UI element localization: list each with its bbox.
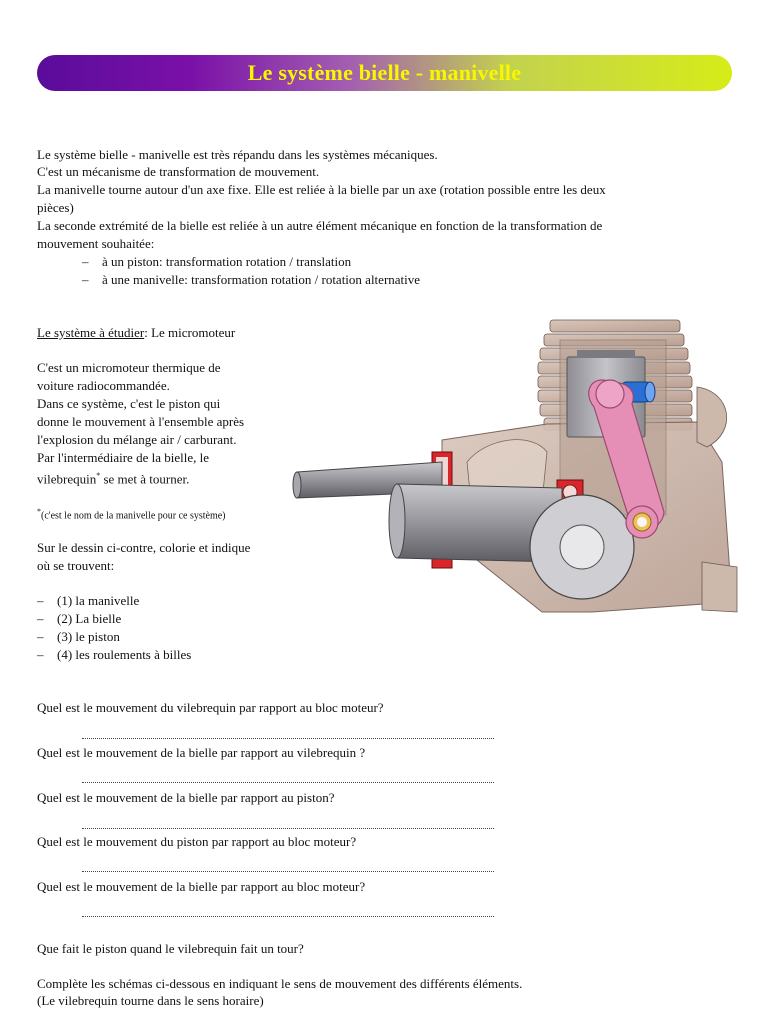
study-line: Par l'intermédiaire de la bielle, le [37,450,209,465]
final-question: Que fait le piston quand le vilebrequin fait un tour? [37,941,304,956]
study-line: l'explosion du mélange air / carburant. [37,432,237,447]
study-line: Dans ce système, c'est le piston qui [37,396,221,411]
question: Quel est le mouvement de la bielle par rapport au vilebrequin ? [37,745,366,760]
intro-line: Le système bielle - manivelle est très répandu dans les systèmes mécaniques. [37,147,438,162]
vilebrequin-rest: se met à tourner. [100,471,190,487]
bullet-dash: – [82,254,89,269]
answer-line[interactable] [82,828,494,829]
question: Quel est le mouvement de la bielle par rapport au bloc moteur? [37,879,366,894]
intro-bullet [82,271,420,289]
bullet-text: à un piston: transformation rotation / translation [102,254,352,269]
bullet-dash: – [82,272,89,287]
list-dash: – [37,629,44,644]
title-banner [37,55,732,91]
list-dash: – [37,647,44,662]
engine-cutaway-illustration [292,312,742,642]
question: Quel est le mouvement du piston par rapport au bloc moteur? [37,834,357,849]
study-heading-underlined: Le système à étudier [37,325,145,340]
study-line: voiture radiocommandée. [37,378,170,393]
footnote-text: (c'est le nom de la manivelle pour ce système) [41,510,226,522]
instruction-line: Sur le dessin ci-contre, colorie et indique [37,540,251,555]
intro-line: mouvement souhaitée: [37,236,155,251]
final-instruction-line: Complète les schémas ci-dessous en indiquant le sens de mouvement des différents éléments. [37,976,523,991]
footnote-mark: * [37,507,41,516]
list-text: (3) le piston [57,629,120,644]
intro-bullet [82,253,351,271]
parts-list-item [37,646,191,664]
answer-line[interactable] [82,782,494,783]
parts-list-item [37,610,121,628]
parts-list-item [37,628,120,646]
vilebrequin-word: vilebrequin [37,471,97,487]
intro-line: C'est un mécanisme de transformation de mouvement. [37,164,320,179]
study-line-vilebrequin [37,467,189,488]
list-dash: – [37,593,44,608]
bullet-text: à une manivelle: transformation rotation / rotation alternative [102,272,421,287]
instruction-line: où se trouvent: [37,558,115,573]
final-instruction-line: (Le vilebrequin tourne dans le sens horaire) [37,993,264,1008]
study-line: C'est un micromoteur thermique de [37,360,221,375]
answer-line[interactable] [82,871,494,872]
study-heading [37,324,235,342]
footnote-mark: * [96,471,101,480]
intro-line: pièces) [37,200,74,215]
study-heading-rest: : Le micromoteur [144,325,236,340]
question: Quel est le mouvement de la bielle par rapport au piston? [37,790,335,805]
study-line: donne le mouvement à l'ensemble après [37,414,245,429]
intro-line: La manivelle tourne autour d'un axe fixe. Elle est reliée à la bielle par un axe (rotation possible entre les deux [37,182,606,197]
page-title: Le système bielle - manivelle [247,60,522,85]
parts-list-item [37,592,139,610]
list-text: (1) la manivelle [57,593,140,608]
list-dash: – [37,611,44,626]
footnote [37,503,226,525]
list-text: (4) les roulements à billes [57,647,192,662]
answer-line[interactable] [82,738,494,739]
list-text: (2) La bielle [57,611,122,626]
question: Quel est le mouvement du vilebrequin par rapport au bloc moteur? [37,700,384,715]
intro-line: La seconde extrémité de la bielle est reliée à un autre élément mécanique en fonction de la transformation de [37,218,603,233]
answer-line[interactable] [82,916,494,917]
